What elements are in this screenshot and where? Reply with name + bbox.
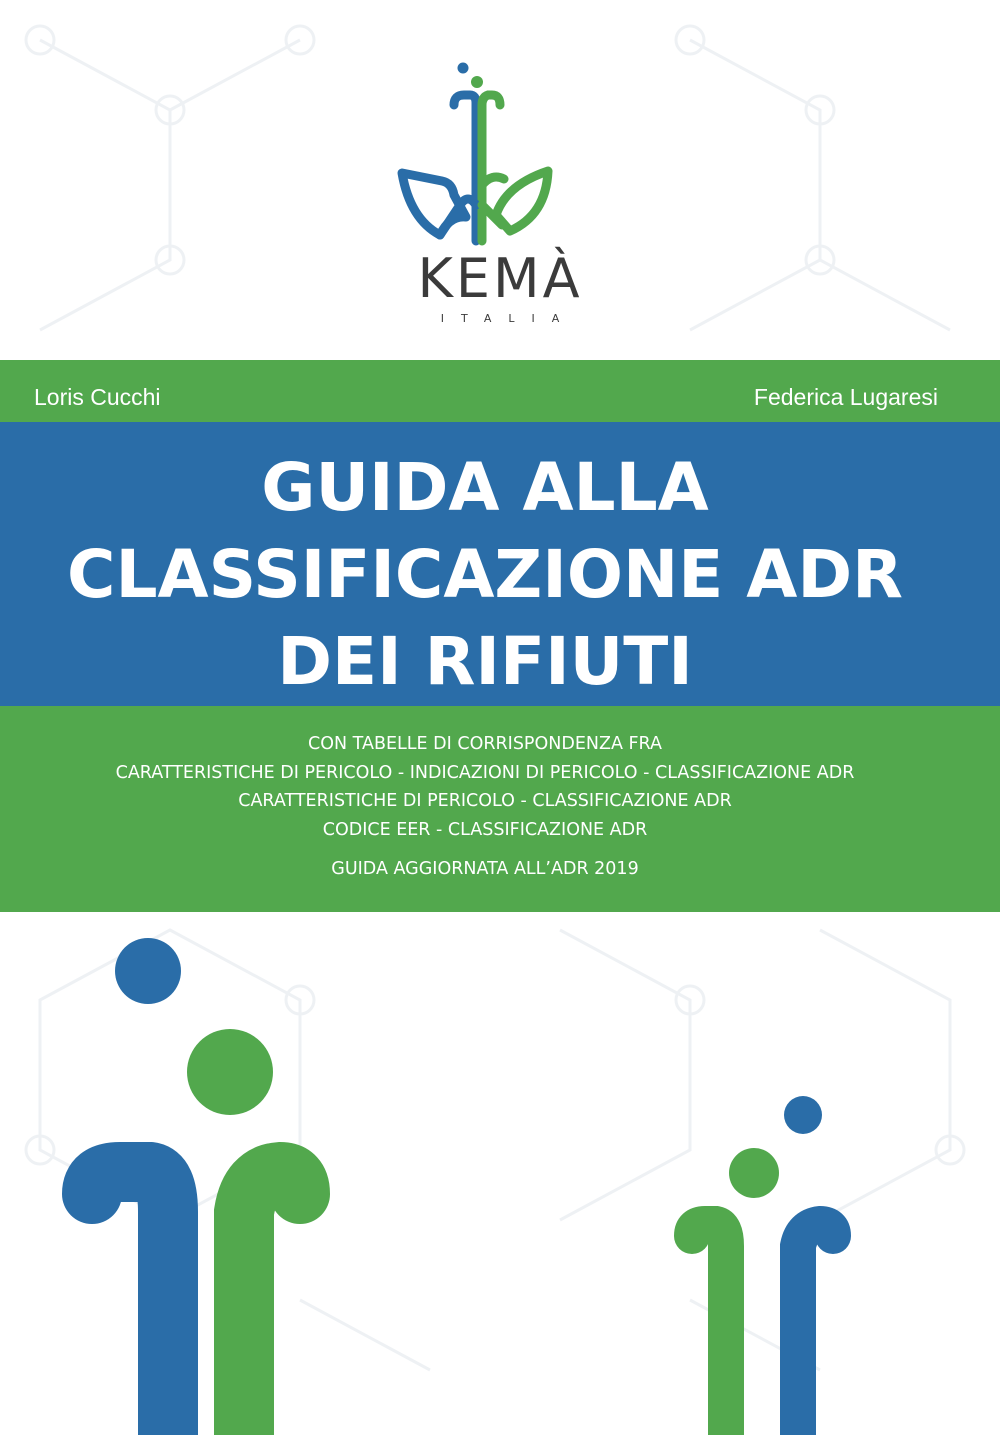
subtitle-line-1: CON TABELLE DI CORRISPONDENZA FRA xyxy=(308,734,662,754)
book-title xyxy=(0,444,970,705)
title-line-3: DEI RIFIUTI xyxy=(277,623,693,700)
subtitle-line-3: CARATTERISTICHE DI PERICOLO - CLASSIFICAZIONE ADR xyxy=(238,791,732,811)
author-left: Loris Cucchi xyxy=(34,384,161,410)
brand-name: KEMÀ xyxy=(417,247,583,310)
decorative-figures-icon xyxy=(0,912,1000,1435)
title-line-1: GUIDA ALLA xyxy=(261,449,709,526)
edition-note: GUIDA AGGIORNATA ALL’ADR 2019 xyxy=(331,859,639,879)
subtitle-line-2: CARATTERISTICHE DI PERICOLO - INDICAZIONI DI PERICOLO - CLASSIFICAZIONE ADR xyxy=(115,762,855,783)
subtitle-line-4: CODICE EER - CLASSIFICAZIONE ADR xyxy=(322,819,648,840)
brand-subtitle: ITALIA xyxy=(440,312,577,325)
author-right: Federica Lugaresi xyxy=(753,384,938,410)
subtitle-lines xyxy=(0,730,970,844)
title-line-2: CLASSIFICAZIONE ADR xyxy=(67,536,903,613)
